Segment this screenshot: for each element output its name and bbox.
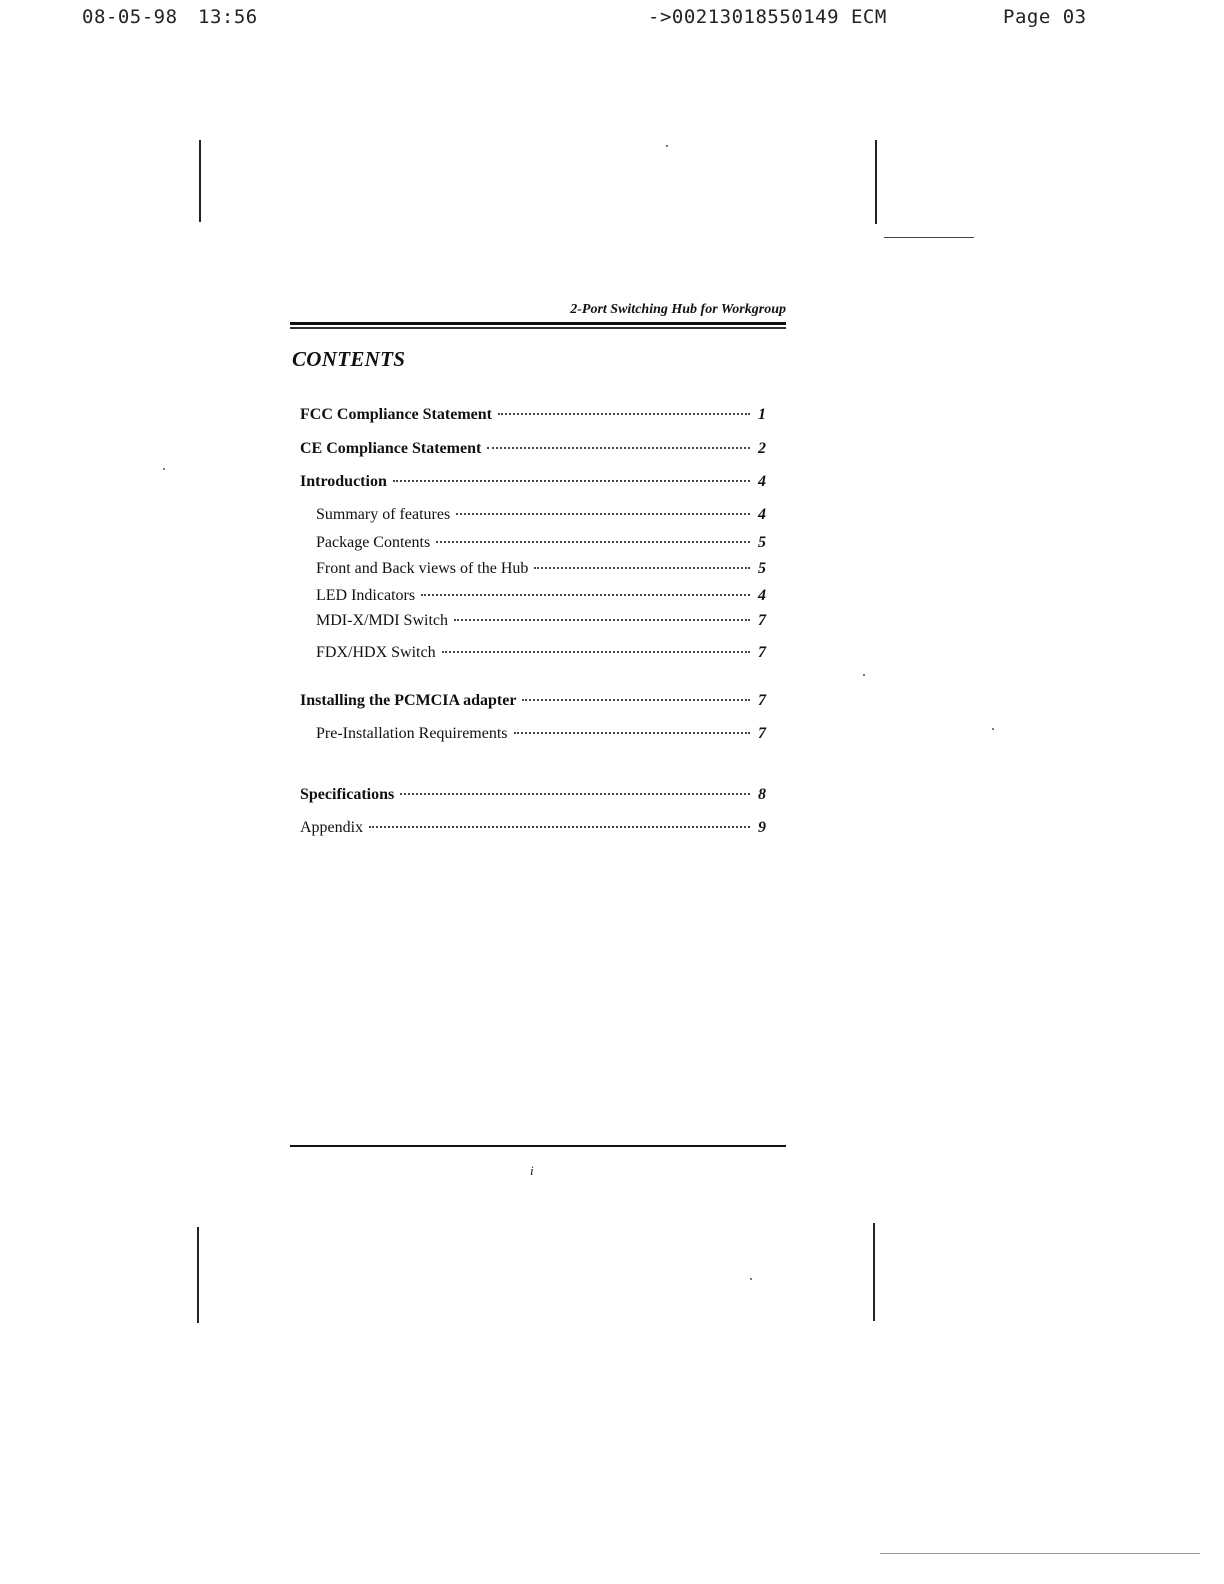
toc-page: 8	[758, 786, 766, 803]
toc-title: Appendix	[300, 819, 364, 836]
toc-title: Introduction	[300, 473, 387, 490]
toc-page: 5	[758, 560, 766, 577]
crop-mark-top-right-h	[884, 237, 974, 238]
toc-title: Front and Back views of the Hub	[316, 560, 529, 577]
toc-entry	[300, 781, 766, 804]
toc-page: 7	[758, 692, 766, 709]
toc-page: 4	[758, 473, 766, 490]
scan-edge-bottom	[880, 1553, 1200, 1554]
toc-entry	[316, 607, 766, 630]
toc-title: FDX/HDX Switch	[316, 644, 436, 661]
toc-entry	[316, 529, 766, 552]
toc-page: 2	[758, 440, 766, 457]
toc-title: FCC Compliance Statement	[300, 406, 492, 423]
toc-page: 4	[758, 506, 766, 523]
scan-speck	[992, 728, 994, 730]
toc-page: 5	[758, 534, 766, 551]
header-rule	[290, 322, 786, 325]
toc-entry	[300, 468, 766, 491]
scan-speck	[750, 1278, 752, 1280]
toc-entry	[316, 501, 766, 524]
toc-title: MDI-X/MDI Switch	[316, 612, 448, 629]
toc-page: 7	[758, 725, 766, 742]
toc-entry	[316, 639, 766, 662]
toc-title: Installing the PCMCIA adapter	[300, 692, 517, 709]
crop-mark-top-right	[875, 140, 877, 224]
toc-page: 9	[758, 819, 766, 836]
scan-speck	[863, 674, 865, 676]
crop-mark-bottom-left	[197, 1227, 199, 1323]
crop-mark-top-left	[199, 140, 201, 222]
scan-speck	[666, 145, 668, 147]
footer-rule	[290, 1145, 786, 1147]
header-rule-secondary	[290, 327, 786, 329]
toc-page: 7	[758, 644, 766, 661]
toc-entry	[300, 435, 766, 458]
toc-title: Summary of features	[316, 506, 451, 523]
scan-speck	[163, 468, 165, 470]
page-number: i	[530, 1163, 534, 1178]
running-header: 2-Port Switching Hub for Workgroup	[570, 302, 786, 317]
toc-entry	[316, 720, 766, 743]
toc-title: Specifications	[300, 786, 395, 803]
contents-heading: CONTENTS	[292, 347, 406, 371]
fax-page: Page 03	[1003, 6, 1087, 28]
fax-date: 08-05-98	[82, 6, 178, 28]
crop-mark-bottom-right	[873, 1223, 875, 1321]
toc-entry	[316, 582, 766, 605]
toc-entry	[300, 401, 766, 424]
toc-entry	[300, 687, 766, 710]
toc-page: 4	[758, 587, 766, 604]
fax-destination: ->00213018550149 ECM	[648, 6, 887, 28]
toc-entry	[300, 814, 766, 837]
fax-time: 13:56	[198, 6, 258, 28]
toc-page: 7	[758, 612, 766, 629]
toc-title: Package Contents	[316, 534, 431, 551]
toc-entry	[316, 555, 766, 578]
toc-page: 1	[758, 406, 766, 423]
toc-title: Pre-Installation Requirements	[316, 725, 508, 742]
toc-title: LED Indicators	[316, 587, 416, 604]
toc-title: CE Compliance Statement	[300, 440, 482, 457]
